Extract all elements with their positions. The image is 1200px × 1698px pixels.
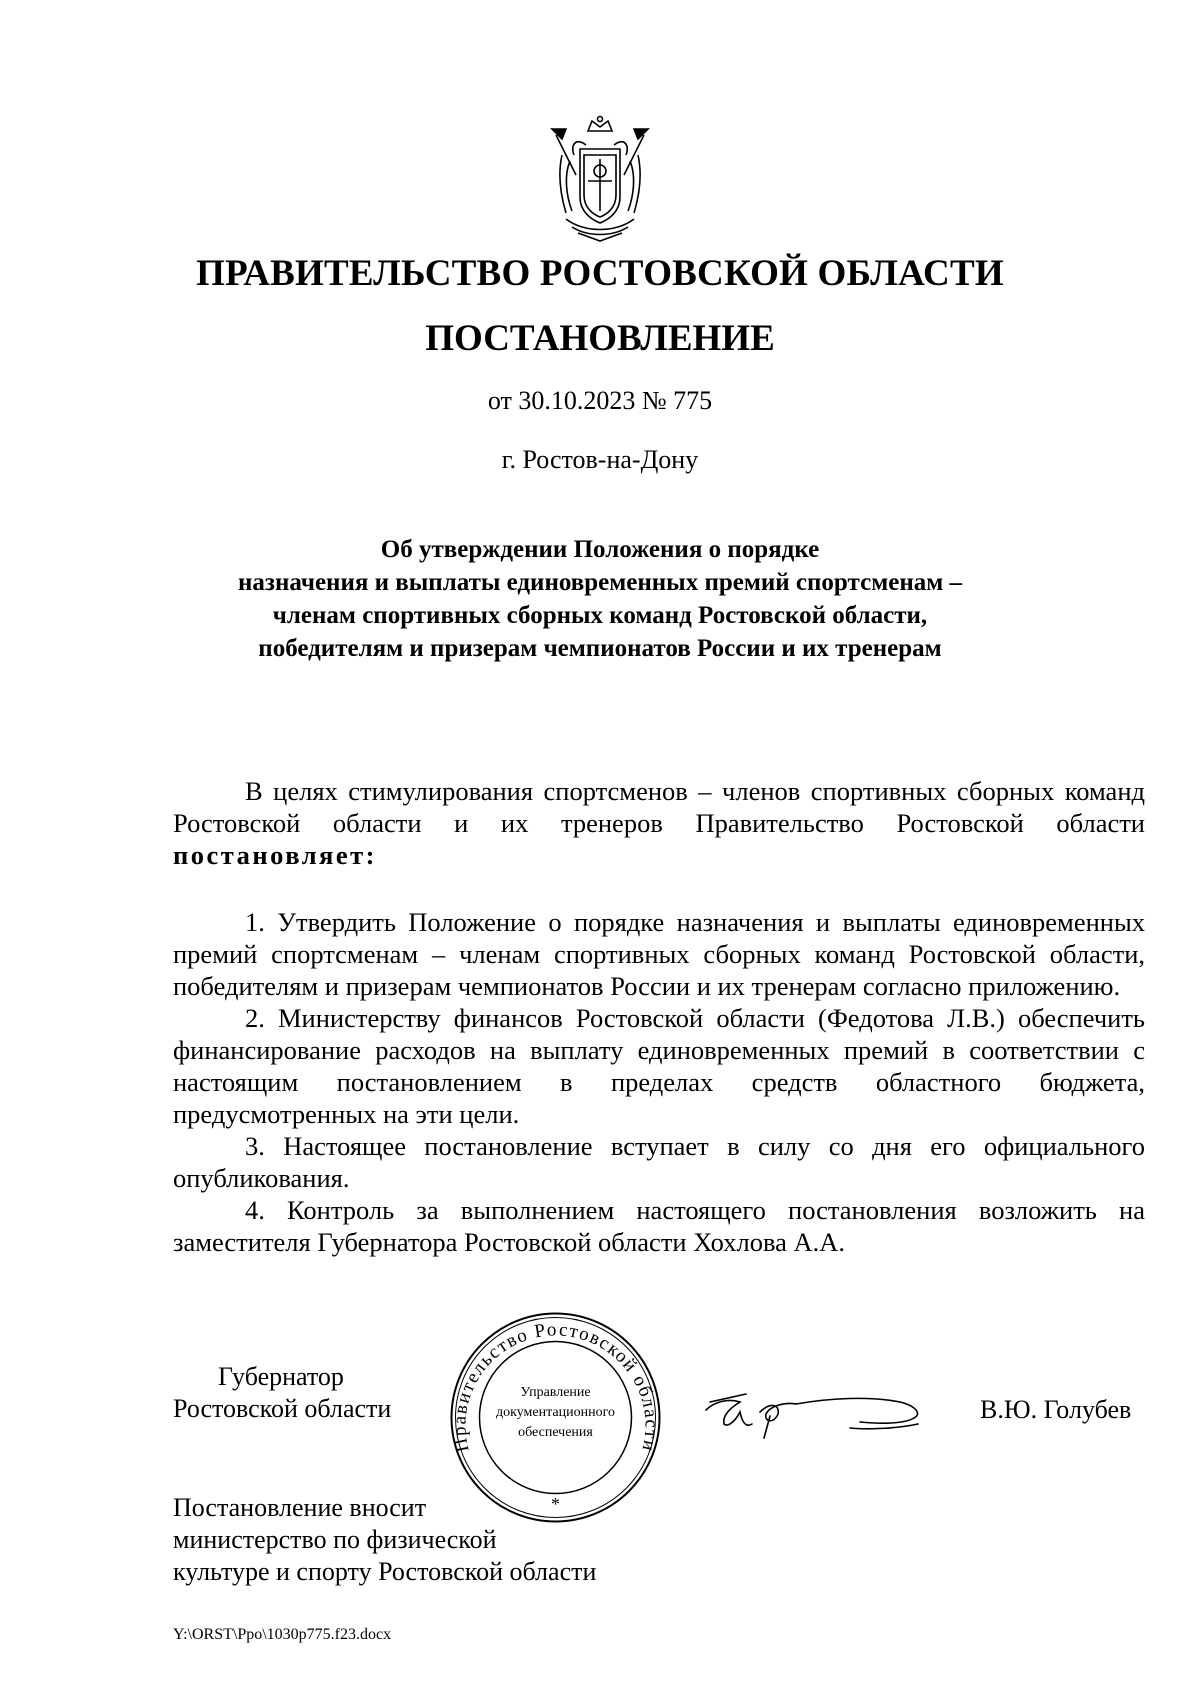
document-title	[0, 533, 1200, 665]
stamp-center-line: документационного	[496, 1405, 615, 1420]
stamp-center-line: обеспечения	[518, 1425, 593, 1440]
submitted-by	[173, 1492, 596, 1588]
stamp-center-line: Управление	[520, 1385, 591, 1400]
intro-text: В целях стимулирования спортсменов – членов спортивных сборных команд Ростовской области и их тренеров Правительство Ростовской области	[173, 776, 1145, 838]
coat-of-arms-icon	[548, 115, 652, 243]
signatory-name: В.Ю. Голубев	[980, 1395, 1132, 1424]
signatory-position	[173, 1361, 391, 1425]
file-path: Y:\ORST\Ppo\1030p775.f23.docx	[173, 1626, 392, 1643]
document-city: г. Ростов-на-Дону	[501, 445, 699, 474]
resolution-item: 3. Настоящее постановление вступает в силу со дня его официального опубликования.	[173, 1131, 1145, 1193]
title-line: назначения и выплаты единовременных премий спортсменам –	[238, 569, 962, 596]
resolution-items	[173, 906, 1145, 1258]
organization-name: ПРАВИТЕЛЬСТВО РОСТОВСКОЙ ОБЛАСТИ	[196, 253, 1004, 294]
title-line: Об утверждении Положения о порядке	[380, 536, 820, 563]
position-line: Ростовской области	[173, 1394, 392, 1423]
title-line: членам спортивных сборных команд Ростовской области,	[272, 602, 928, 629]
document-date-number: от 30.10.2023 № 775	[487, 386, 713, 415]
submitted-line: культуре и спорту Ростовской области	[173, 1557, 597, 1586]
document-type: ПОСТАНОВЛЕНИЕ	[425, 318, 775, 359]
position-line: Губернатор	[218, 1362, 344, 1391]
stamp-ring-text: Правительство Ростовской области	[449, 1319, 662, 1455]
resolution-item: 2. Министерству финансов Ростовской области (Федотова Л.В.) обеспечить финансирование расходов на выплату единовременных премий в соответствии с настоящим постановлением в пределах средств областного бюджета, предусмотренных на эти цели.	[173, 1003, 1145, 1129]
resolution-item: 1. Утвердить Положение о порядке назначения и выплаты единовременных премий спортсменам – членам спортивных сборных команд Ростовской области, победителям и призерам чемпионатов России и их тренерам согласно приложению.	[173, 907, 1145, 1001]
handwritten-signature	[700, 1372, 950, 1452]
stamp-star: *	[551, 1494, 560, 1514]
submitted-line: Постановление вносит	[173, 1493, 427, 1522]
title-line: победителям и призерам чемпионатов России и их тренерам	[258, 635, 942, 662]
intro-keyword: постановляет:	[173, 840, 377, 870]
submitted-line: министерство по физической	[173, 1525, 497, 1554]
intro-paragraph	[173, 775, 1145, 871]
resolution-item: 4. Контроль за выполнением настоящего постановления возложить на заместителя Губернатора Ростовской области Хохлова А.А.	[173, 1195, 1145, 1257]
